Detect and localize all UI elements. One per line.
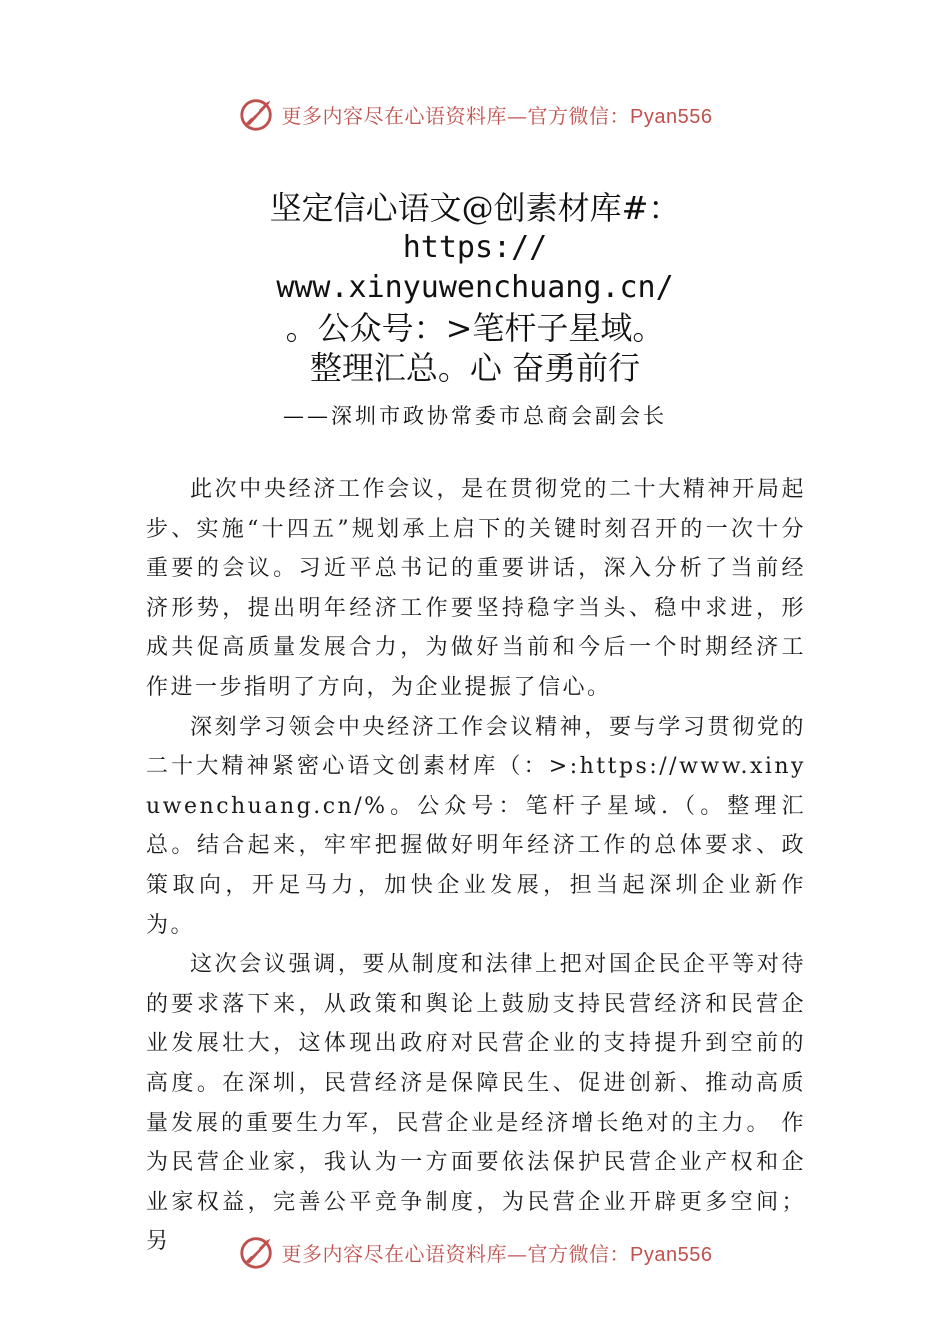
paragraph-3: 这次会议强调，要从制度和法律上把对国企民企平等对待的要求落下来，从政策和舆论上鼓励支持民营经济和民营企业发展壮大，这体现出政府对民营企业的支持提升到空前的高度。在深圳，民营经济是保障民生、促进创新、推动高质量发展的重要生力军，民营企业是经济增长绝对的主力。 作为民营企业家，我认为一方面要依法保护民营企业产权和企业家权益，完善公平竞争制度，为民营企业开辟更多空间； 另 bbox=[146, 952, 806, 1255]
banner-text: 更多内容尽在心语资料库—官方微信：Pyan556 bbox=[281, 1241, 713, 1266]
banner-text: 更多内容尽在心语资料库—官方微信：Pyan556 bbox=[281, 103, 713, 128]
footer-banner bbox=[0, 1232, 950, 1272]
quill-logo-icon bbox=[238, 95, 276, 133]
wechat-id: Pyan556 bbox=[630, 105, 713, 128]
title-line-4: 。公众号：>笔杆子星域。 bbox=[285, 309, 665, 347]
title-line-5: 整理汇总。心 奋勇前行 bbox=[309, 349, 641, 387]
title-line-3: www.xinyuwenchuang.cn/ bbox=[276, 270, 674, 305]
article-title bbox=[150, 188, 800, 388]
paragraph-2: 深刻学习领会中央经济工作会议精神，要与学习贯彻党的二十大精神紧密心语文创素材库（：>:https://www.xinyuwenchuang.cn/%。公众号：笔杆子星域.（。整理汇总。结合起来，牢牢把握做好明年经济工作的总体要求、政策取向，开足马力，加快企业发展，担当起深圳企业新作为。 bbox=[146, 714, 806, 938]
header-banner bbox=[0, 94, 950, 134]
title-line-2: https:// bbox=[402, 230, 548, 265]
author-byline: ——深圳市政协常委市总商会副会长 bbox=[283, 404, 667, 428]
wechat-id: Pyan556 bbox=[630, 1243, 713, 1266]
quill-logo-icon bbox=[238, 1233, 276, 1271]
title-line-1: 坚定信心语文@创素材库#： bbox=[269, 189, 681, 227]
paragraph-1: 此次中央经济工作会议，是在贯彻党的二十大精神开局起步、实施“十四五”规划承上启下的关键时刻召开的一次十分重要的会议。习近平总书记的重要讲话，深入分析了当前经济形势，提出明年经济工作要坚持稳字当头、稳中求进，形成共促高质量发展合力，为做好当前和今后一个时期经济工作进一步指明了方向，为企业提振了信心。 bbox=[146, 477, 806, 700]
article-body bbox=[146, 470, 806, 1262]
